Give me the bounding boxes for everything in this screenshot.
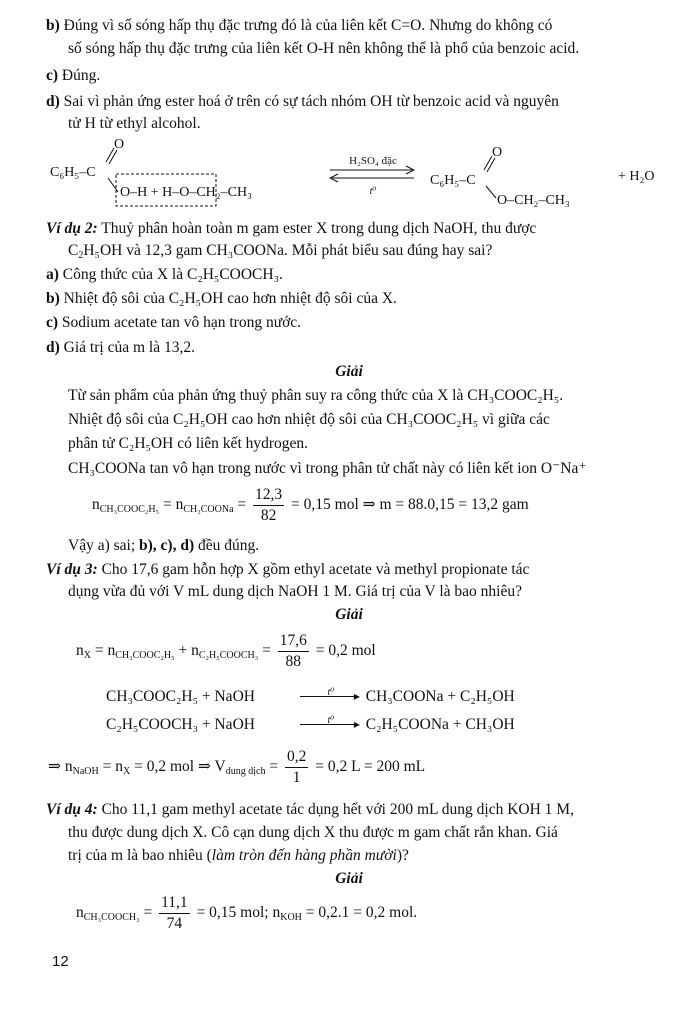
example-3-question xyxy=(46,560,529,580)
item-d-text-cont: tử H từ ethyl alcohol. xyxy=(68,115,201,132)
product-ethoxy-chain: O–CH₂–CH₃ xyxy=(497,193,570,208)
example-2-equation-result: = 0,15 mol ⇒ m = 88.0,15 = 13,2 gam xyxy=(291,496,529,513)
example-4-text3-prefix: trị của m là bao nhiêu ( xyxy=(68,847,212,864)
example-3-fraction-2-numerator: 0,2 xyxy=(285,747,308,768)
reaction-1-products: CH₃COONa + C₂H₅OH xyxy=(365,688,515,705)
example-2-equation: $n_{CH_3COOC_2H_5} = n_{CH_3COONa}$ = $\frac{12,3}{82}$ = 0,15 mol ⇒ m = 88.0,15 = 13,2 gam xyxy=(92,485,529,524)
product-water: + H₂O xyxy=(618,169,655,184)
item-d xyxy=(46,92,559,112)
item-c-label: c) xyxy=(46,67,59,84)
example-2-conclusion xyxy=(68,536,259,556)
example-3-reaction-1 xyxy=(106,687,515,707)
item-b-text: Đúng vì số sóng hấp thụ đặc trưng đó là của liên kết C=O. Nhưng do không có xyxy=(63,17,553,34)
example-2-fraction xyxy=(253,485,284,526)
example-2-text-prefix: C xyxy=(68,242,79,259)
example-3-fraction-1-denominator: 88 xyxy=(285,652,302,670)
example-2-item-b-label: b) xyxy=(46,290,60,307)
item-c-text: Đúng. xyxy=(61,67,101,84)
example-3-fraction-2 xyxy=(285,747,308,788)
reaction-1-reactants: CH₃COOC₂H₅ + NaOH xyxy=(106,688,255,705)
product-ester-group: C₆H₅–C xyxy=(430,173,476,188)
example-2-solution-line-3: phân tử C₂H₅OH có liên kết hydrogen. xyxy=(68,435,309,452)
example-2-item-a xyxy=(46,265,283,285)
example-4-text-cont: thu được dung dịch X. Cô cạn dung dịch X thu được m gam chất rắn khan. Giá xyxy=(68,824,558,841)
example-4-text3-italic: làm tròn đến hàng phần mười xyxy=(211,847,397,864)
conclusion-prefix: Vậy a) sai; xyxy=(68,537,140,554)
heat-label: t⁰ xyxy=(369,186,377,197)
item-d-label: d) xyxy=(46,93,60,110)
example-3-reaction-2 xyxy=(106,715,515,735)
item-b xyxy=(46,16,552,36)
reaction-1-arrow: t⁰ ▸ xyxy=(300,687,362,707)
example-4-question xyxy=(46,800,574,820)
reactant-carbonyl-oxygen: O xyxy=(114,137,125,152)
reactant-acid-group: C₆H₅–C xyxy=(50,165,96,180)
example-2-item-b xyxy=(46,289,397,309)
example-2-solution-heading: Giải xyxy=(335,363,363,380)
example-2-solution-line-2: Nhiệt độ sôi của C₂H₅OH cao hơn nhiệt độ sôi của CH₃COOC₂H₅ vì giữa các xyxy=(68,411,550,428)
example-3-equation-2-result: = 0,2 L = 200 mL xyxy=(315,758,426,775)
example-4-equation: $n_{CH_3COOCH_3}$ = $\frac{11,1}{74}$ = 0,15 mol; $n_{KOH} = 0,2.1 = 0,2$ mol. xyxy=(76,893,418,932)
esterification-reaction xyxy=(0,134,698,214)
example-4-text-cont-2 xyxy=(68,846,409,866)
example-3-solution-heading: Giải xyxy=(335,606,363,623)
example-2-fraction-denominator: 82 xyxy=(260,506,277,524)
item-b-label: b) xyxy=(46,17,60,34)
example-2-item-d-text: Giá trị của m là 13,2. xyxy=(63,339,195,356)
example-3-fraction-2-denominator: 1 xyxy=(292,768,301,786)
example-4-fraction-numerator: 11,1 xyxy=(159,893,190,914)
example-4-equation-result: = 0,15 mol; n xyxy=(196,904,281,921)
example-3-fraction-1 xyxy=(278,631,309,672)
example-2-text-rest: H₅OH và 12,3 gam CH₃COONa. Mỗi phát biểu sau đúng hay sai? xyxy=(83,242,493,259)
example-4-text3-suffix: )? xyxy=(396,847,409,864)
item-b-text-cont: số sóng hấp thụ đặc trưng của liên kết O-H nên không thể là phổ của benzoic acid. xyxy=(68,40,580,57)
example-2-item-c-label: c) xyxy=(46,314,59,331)
reaction-2-products: C₂H₅COONa + CH₃OH xyxy=(365,716,515,733)
example-3-equation-2: ⇒ $n_{NaOH} = n_X = 0,2$ mol ⇒ $V_{dung dịch}$ = $\frac{0,2}{1}$ = 0,2 L = 200 mL xyxy=(48,747,426,786)
example-3-equation-1-result: = 0,2 mol xyxy=(315,642,376,659)
example-4-text: Cho 11,1 gam methyl acetate tác dụng hết với 200 mL dung dịch KOH 1 M, xyxy=(101,801,574,818)
page-number: 12 xyxy=(52,953,69,970)
example-2-title: Ví dụ 2: xyxy=(46,220,98,237)
example-2-text-cont: $C_2H_5OH$ và 12,3 gam CH₃COONa. Mỗi phát biểu sau đúng hay sai? xyxy=(68,242,493,261)
example-4-equation-result-2: = 0,2.1 = 0,2 mol. xyxy=(301,904,418,921)
example-2-fraction-numerator: 12,3 xyxy=(253,485,284,506)
example-2-text: Thuỷ phân hoàn toàn m gam ester X trong dung dịch NaOH, thu được xyxy=(101,220,537,237)
reaction-2-reactants: C₂H₅COOCH₃ + NaOH xyxy=(106,716,255,733)
example-4-fraction-denominator: 74 xyxy=(166,914,183,932)
catalyst-label: H₂SO₄ đặc xyxy=(349,155,397,167)
example-2-item-d-label: d) xyxy=(46,339,60,356)
example-2-solution-line-1: Từ sản phẩm của phản ứng thuỷ phân suy ra công thức của X là CH₃COOC₂H₅. xyxy=(68,387,564,404)
example-3-text: Cho 17,6 gam hỗn hợp X gồm ethyl acetate và methyl propionate tác xyxy=(101,561,530,578)
conclusion-suffix: đều đúng. xyxy=(194,537,260,554)
example-4-title: Ví dụ 4: xyxy=(46,801,98,818)
example-2-item-a-label: a) xyxy=(46,266,59,283)
product-carbonyl-oxygen: O xyxy=(492,145,503,160)
example-4-fraction xyxy=(159,893,190,934)
item-c xyxy=(46,66,100,86)
example-3-text-cont: dụng vừa đủ với V mL dung dịch NaOH 1 M. Giá trị của V là bao nhiêu? xyxy=(68,583,522,600)
example-2-item-c-text: Sodium acetate tan vô hạn trong nước. xyxy=(61,314,302,331)
conclusion-bold: b), c), d) xyxy=(139,537,195,554)
reactant-alcohol-chain: O–H + H–O–CH₂–CH₃ xyxy=(120,185,252,200)
example-3-equation-1: $n_X = n_{CH_3COOC_2H_5} + n_{C_2H_5COOCH_3}$ = $\frac{17,6}{88}$ = 0,2 mol xyxy=(76,631,376,670)
example-2-item-c xyxy=(46,313,301,333)
example-2-item-a-text: Công thức của X là C₂H₅COOCH₃. xyxy=(62,266,283,283)
example-2-question xyxy=(46,219,536,239)
example-2-solution-line-4: CH₃COONa tan vô hạn trong nước vì trong phân tử chất này có liên kết ion O⁻Na⁺ xyxy=(68,460,587,477)
example-4-solution-heading: Giải xyxy=(335,870,363,887)
example-3-title: Ví dụ 3: xyxy=(46,561,98,578)
example-3-fraction-1-numerator: 17,6 xyxy=(278,631,309,652)
example-2-item-d xyxy=(46,338,195,358)
example-2-item-b-text: Nhiệt độ sôi của C₂H₅OH cao hơn nhiệt độ sôi của X. xyxy=(63,290,397,307)
item-d-text: Sai vì phản ứng ester hoá ở trên có sự tách nhóm OH từ benzoic acid và nguyên xyxy=(63,93,559,110)
reaction-2-arrow: t⁰ ▸ xyxy=(300,715,362,735)
